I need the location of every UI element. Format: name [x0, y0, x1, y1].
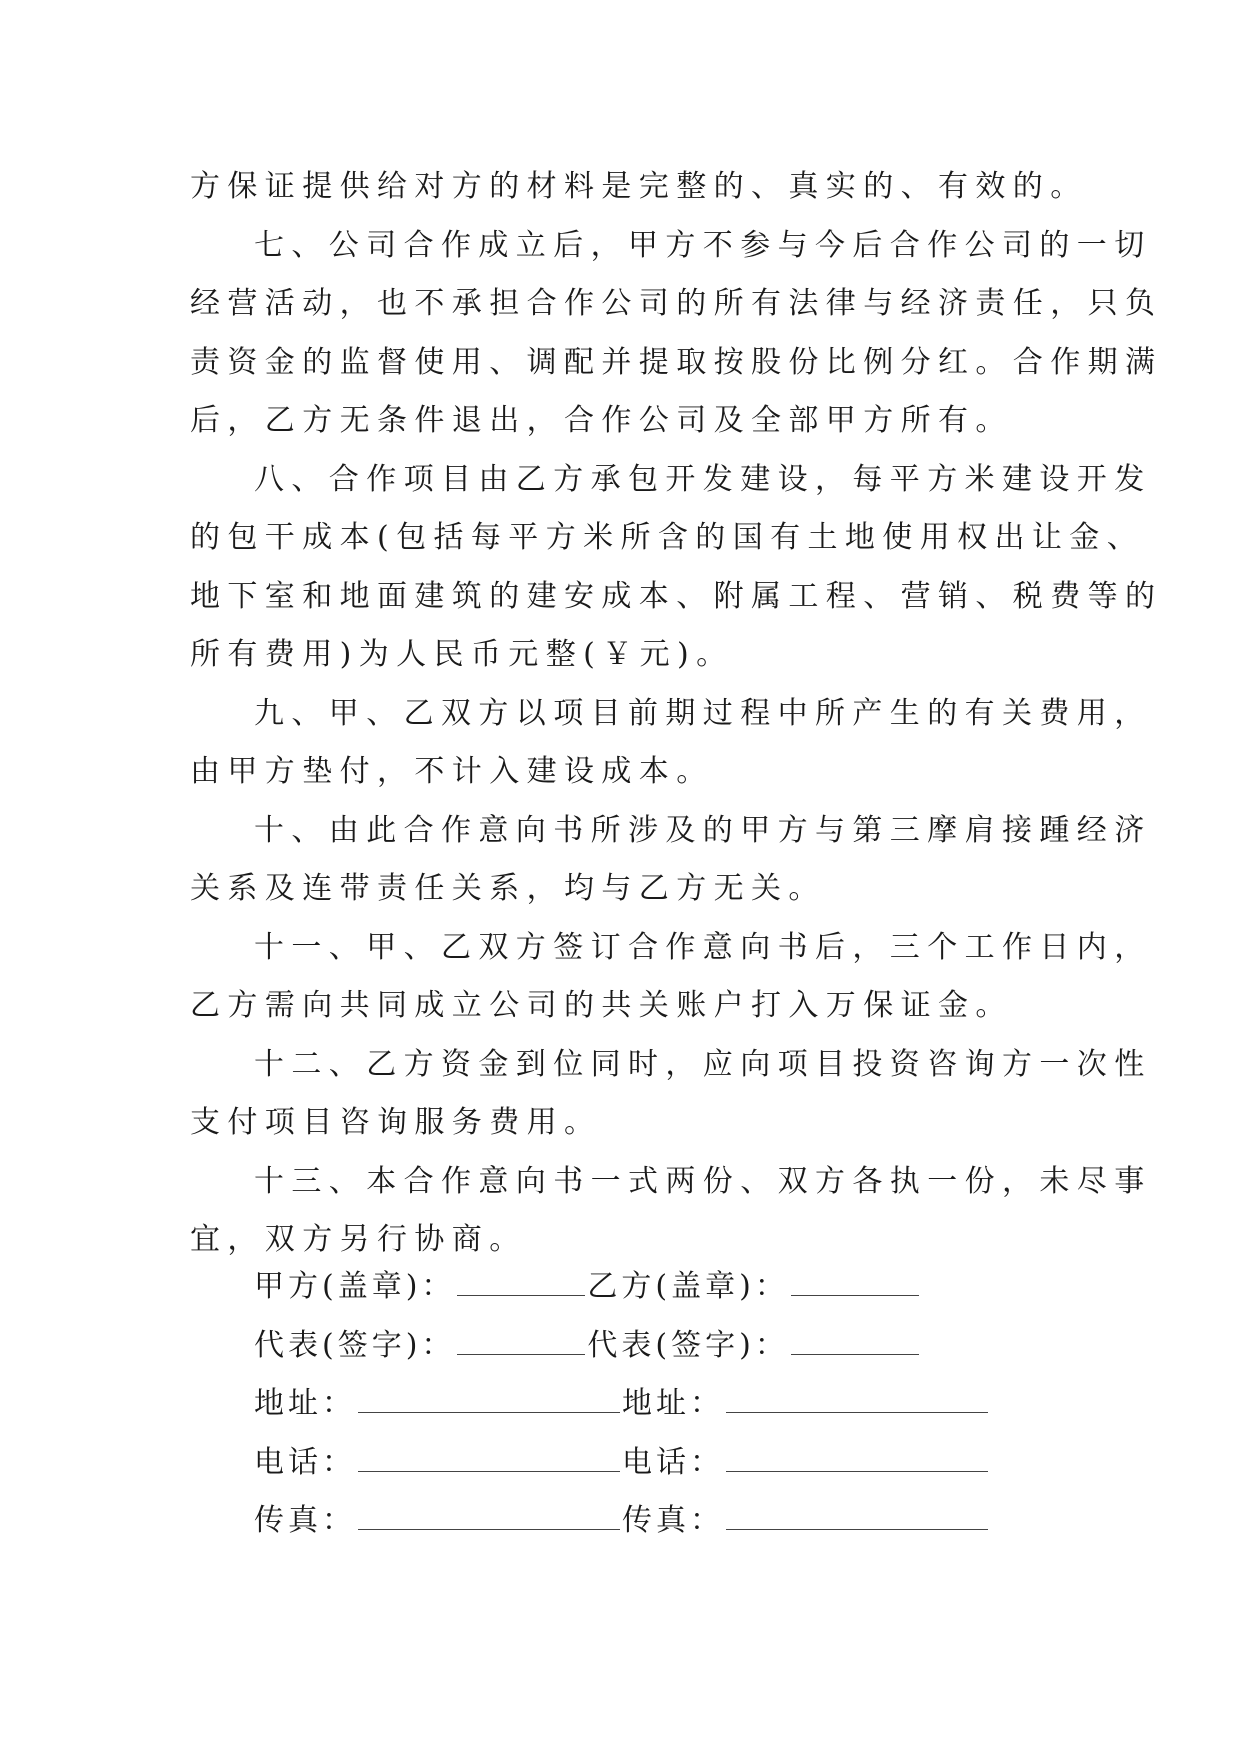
address-a-label: 地址： [254, 1386, 356, 1421]
contract-body [190, 158, 1163, 1270]
party-a-seal-label: 甲方(盖章)： [254, 1269, 456, 1304]
paragraph-line: 所有费用)为人民币元整(￥元)。 [190, 637, 734, 672]
party-b-seal-blank[interactable] [791, 1273, 919, 1296]
rep-a-label: 代表(签字)： [254, 1327, 456, 1363]
fax-b-blank[interactable] [726, 1507, 988, 1530]
fax-row [254, 1492, 990, 1551]
paragraph-line: 经营活动，也不承担合作公司的所有法律与经济责任，只负 [190, 286, 1163, 321]
paragraph-line: 责资金的监督使用、调配并提取按股份比例分红。合作期满 [190, 344, 1163, 380]
phone-row [254, 1434, 990, 1493]
paragraph-line: 后，乙方无条件退出，合作公司及全部甲方所有。 [190, 403, 1013, 438]
rep-b-blank[interactable] [791, 1332, 919, 1355]
paragraph-line: 地下室和地面建筑的建安成本、附属工程、营销、税费等的 [190, 578, 1163, 614]
signature-block [254, 1258, 990, 1551]
paragraph-line: 八、合作项目由乙方承包开发建设，每平方米建设开发 [254, 461, 1152, 497]
paragraph-line: 十一、甲、乙双方签订合作意向书后，三个工作日内， [254, 929, 1152, 965]
paragraph-line: 的包干成本(包括每平方米所含的国有土地使用权出让金、 [190, 520, 1145, 555]
address-a-blank[interactable] [358, 1390, 620, 1413]
party-a-seal-blank[interactable] [457, 1273, 585, 1296]
paragraph-line: 七、公司合作成立后，甲方不参与今后合作公司的一切 [254, 227, 1152, 263]
paragraph-line: 关系及连带责任关系，均与乙方无关。 [190, 871, 826, 906]
address-b-blank[interactable] [726, 1390, 988, 1413]
phone-a-blank[interactable] [358, 1449, 620, 1472]
seal-row [254, 1258, 990, 1317]
paragraph-line: 由甲方垫付，不计入建设成本。 [190, 754, 714, 789]
phone-b-blank[interactable] [726, 1449, 988, 1472]
party-b-seal-label: 乙方(盖章)： [587, 1269, 789, 1304]
address-b-label: 地址： [622, 1386, 724, 1421]
representative-row [254, 1317, 990, 1376]
address-row [254, 1375, 990, 1434]
phone-a-label: 电话： [254, 1444, 356, 1480]
paragraph-line: 方保证提供给对方的材料是完整的、真实的、有效的。 [190, 169, 1088, 204]
paragraph-line: 乙方需向共同成立公司的共关账户打入万保证金。 [190, 988, 1013, 1023]
rep-b-label: 代表(签字)： [587, 1327, 789, 1363]
paragraph-line: 九、甲、乙双方以项目前期过程中所产生的有关费用， [254, 695, 1152, 731]
paragraph-line: 十二、乙方资金到位同时，应向项目投资咨询方一次性 [254, 1046, 1152, 1082]
fax-b-label: 传真： [622, 1503, 724, 1538]
paragraph-line: 宜，双方另行协商。 [190, 1222, 527, 1257]
paragraph-line: 十三、本合作意向书一式两份、双方各执一份，未尽事 [254, 1163, 1152, 1199]
fax-a-label: 传真： [254, 1503, 356, 1538]
paragraph-line: 支付项目咨询服务费用。 [190, 1105, 602, 1140]
phone-b-label: 电话： [622, 1444, 724, 1480]
paragraph-line: 十、由此合作意向书所涉及的甲方与第三摩肩接踵经济 [254, 812, 1152, 848]
fax-a-blank[interactable] [358, 1507, 620, 1530]
rep-a-blank[interactable] [457, 1332, 585, 1355]
